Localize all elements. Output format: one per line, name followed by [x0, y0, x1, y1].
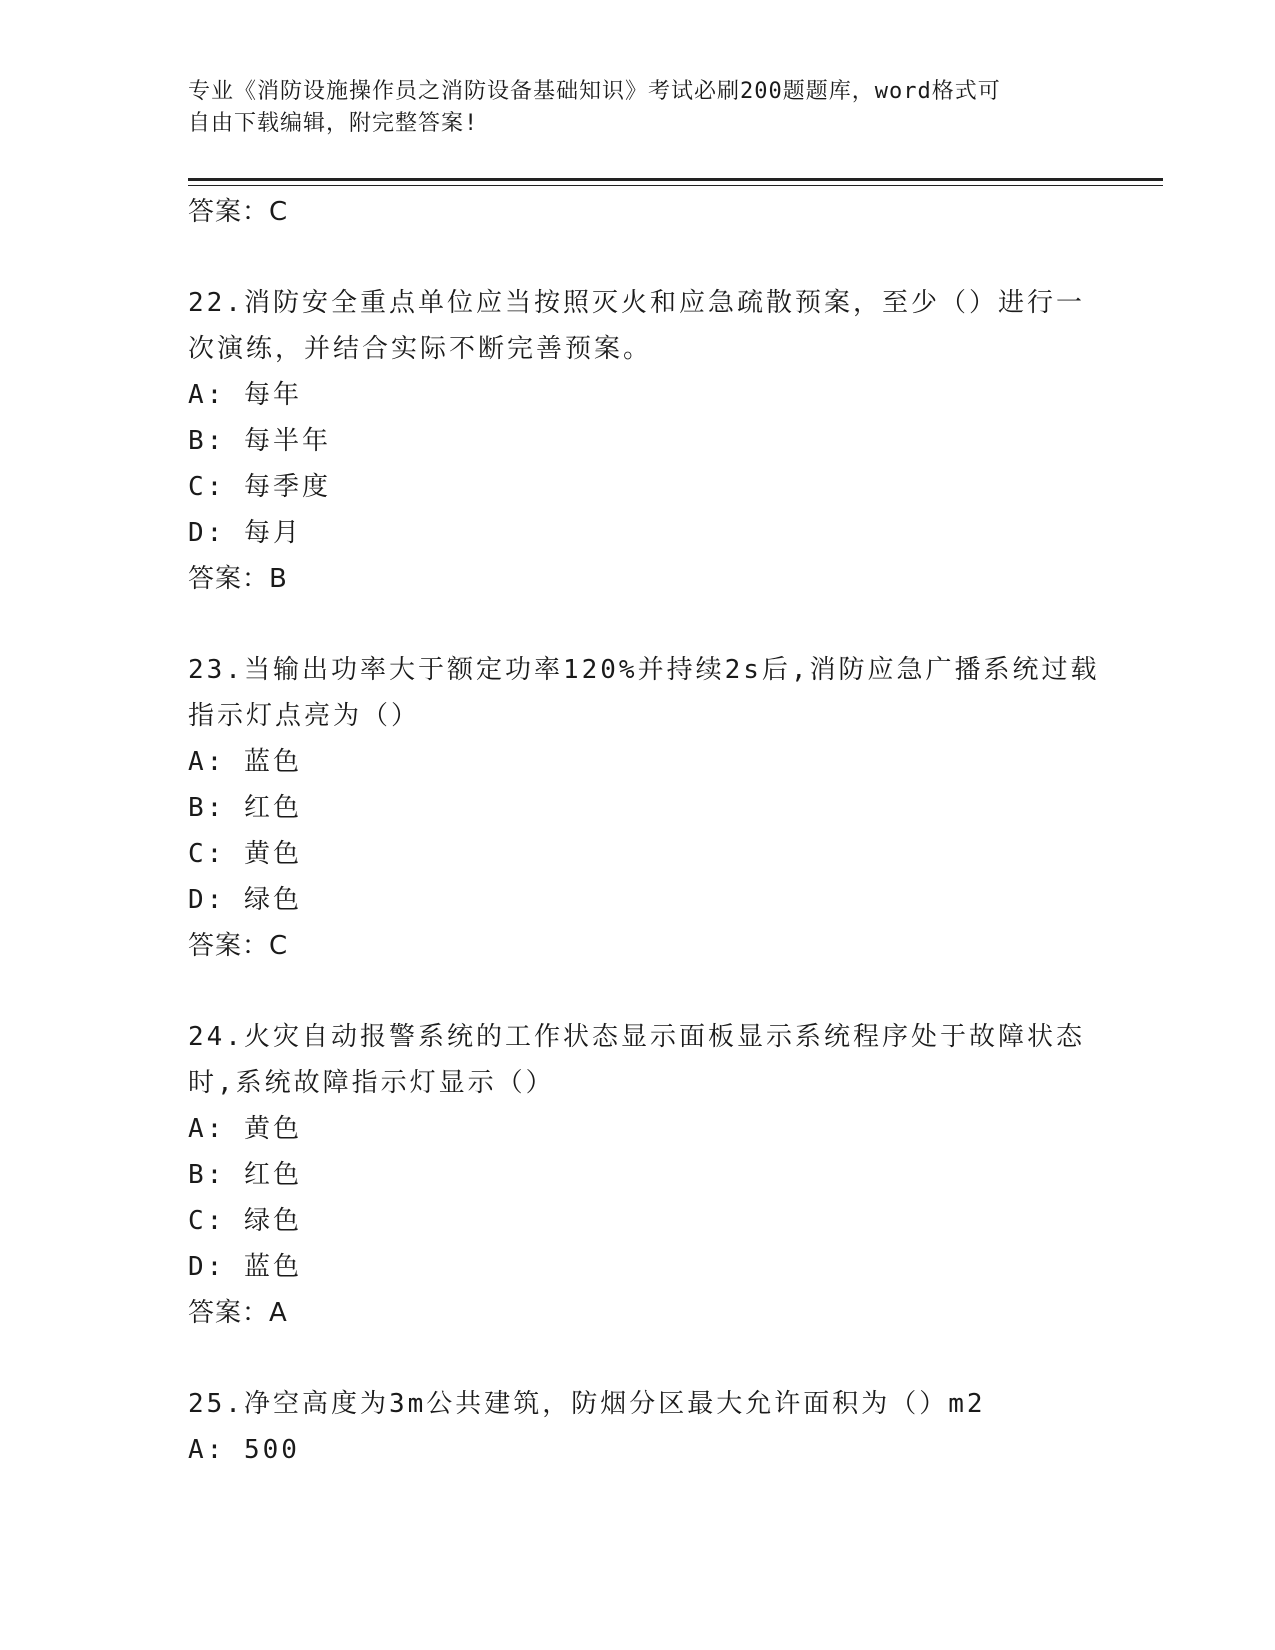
option-d: D: 绿色 [188, 885, 302, 915]
answer-line: 答案：B [188, 564, 288, 594]
option-c: C: 每季度 [188, 472, 331, 502]
option-a: A: 每年 [188, 380, 302, 410]
question-25 [188, 1381, 1088, 1473]
question-24 [188, 1014, 1088, 1336]
question-stem-line: 24.火灾自动报警系统的工作状态显示面板显示系统程序处于故障状态 [188, 1022, 1085, 1052]
question-stem-line: 25.净空高度为3m公共建筑，防烟分区最大允许面积为（）m2 [188, 1389, 986, 1419]
option-a: A: 500 [188, 1435, 300, 1465]
question-stem-line: 时,系统故障指示灯显示（） [188, 1068, 555, 1098]
question-stem-line: 次演练，并结合实际不断完善预案。 [188, 334, 653, 364]
spacer [188, 969, 1088, 1014]
spacer [188, 235, 1088, 280]
option-d: D: 每月 [188, 518, 302, 548]
answer-line: 答案：A [188, 1298, 288, 1328]
option-b: B: 每半年 [188, 426, 331, 456]
answer-line: 答案：C [188, 931, 289, 961]
header-rule-thin [188, 185, 1163, 186]
spacer [188, 1336, 1088, 1381]
option-c: C: 绿色 [188, 1206, 302, 1236]
header-rule-thick [188, 178, 1163, 181]
question-stem-line: 指示灯点亮为（） [188, 701, 421, 731]
question-22 [188, 280, 1088, 602]
option-a: A: 蓝色 [188, 747, 302, 777]
question-stem-line: 22.消防安全重点单位应当按照灭火和应急疏散预案，至少（）进行一 [188, 288, 1085, 318]
option-d: D: 蓝色 [188, 1252, 302, 1282]
option-a: A: 黄色 [188, 1114, 302, 1144]
spacer [188, 602, 1088, 647]
question-stem-line: 23.当输出功率大于额定功率120%并持续2s后,消防应急广播系统过载 [188, 655, 1100, 685]
option-c: C: 黄色 [188, 839, 302, 869]
question-list [188, 189, 1100, 1473]
header-line-2: 自由下载编辑，附完整答案! [188, 111, 479, 136]
header-line-1: 专业《消防设施操作员之消防设备基础知识》考试必刷200题题库，word格式可 [188, 79, 1001, 104]
previous-answer: 答案：C [188, 197, 289, 227]
document-header [188, 76, 1088, 140]
question-23 [188, 647, 1100, 969]
option-b: B: 红色 [188, 793, 302, 823]
option-b: B: 红色 [188, 1160, 302, 1190]
